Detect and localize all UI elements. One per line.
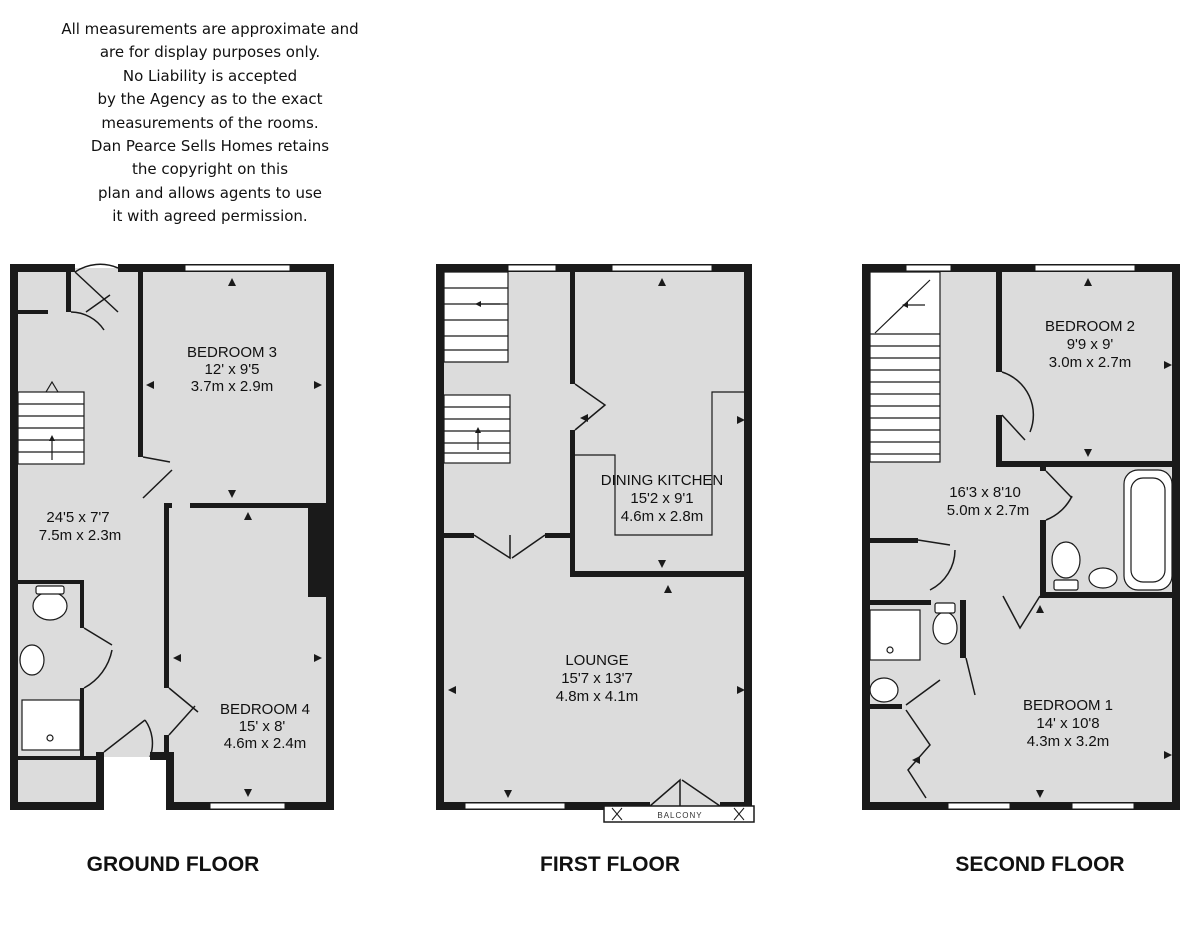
ground-stairs xyxy=(18,382,84,464)
disclaimer-line: the copyright on this xyxy=(131,160,289,179)
bedroom1-name: BEDROOM 1 xyxy=(1022,697,1114,714)
disclaimer-line: No Liability is accepted xyxy=(122,66,298,85)
bedroom2-name: BEDROOM 2 xyxy=(1044,318,1136,335)
disclaimer-line: measurements of the rooms. xyxy=(101,113,319,132)
second-floor-plan xyxy=(862,264,1180,810)
bedroom3-size-imperial: 12' x 9'5 xyxy=(204,361,260,378)
ground-floor-plan xyxy=(10,264,334,810)
bedroom4-name: BEDROOM 4 xyxy=(219,701,311,718)
window xyxy=(185,265,290,271)
dining-kitchen-size-imperial: 15'2 x 9'1 xyxy=(630,490,694,507)
disclaimer-line: plan and allows agents to use xyxy=(98,183,322,202)
disclaimer-line: by the Agency as to the exact xyxy=(97,90,323,109)
bedroom2-size-metric: 3.0m x 2.7m xyxy=(1048,354,1132,371)
basin-icon xyxy=(20,645,44,675)
disclaimer-line: are for display purposes only. xyxy=(99,43,321,62)
shower-icon xyxy=(22,700,80,750)
bedroom1-size-imperial: 14' x 10'8 xyxy=(1036,715,1100,732)
landing-size-imperial: 16'3 x 8'10 xyxy=(949,484,1021,501)
landing-size-metric: 5.0m x 2.7m xyxy=(946,502,1030,519)
shower-icon xyxy=(870,610,920,660)
lounge-size-metric: 4.8m x 4.1m xyxy=(555,688,639,705)
ground-floor-title: GROUND FLOOR xyxy=(86,853,260,876)
dining-kitchen-size-metric: 4.6m x 2.8m xyxy=(620,508,704,525)
lounge-size-imperial: 15'7 x 13'7 xyxy=(561,670,633,687)
window xyxy=(906,265,951,271)
basin-icon xyxy=(870,678,898,702)
hall-size-metric: 7.5m x 2.3m xyxy=(38,527,122,544)
dining-kitchen-name: DINING KITCHEN xyxy=(600,472,724,489)
window xyxy=(508,265,556,271)
bedroom3-name: BEDROOM 3 xyxy=(186,344,278,361)
toilet-icon xyxy=(1052,542,1080,578)
window xyxy=(1035,265,1135,271)
basin-icon xyxy=(1089,568,1117,588)
balcony-label: BALCONY xyxy=(657,811,703,820)
window xyxy=(1072,803,1134,809)
second-stairs xyxy=(870,272,940,462)
disclaimer-line: it with agreed permission. xyxy=(112,207,308,226)
window xyxy=(210,803,285,809)
balcony xyxy=(604,806,754,822)
lounge-name: LOUNGE xyxy=(565,652,629,669)
bedroom4-size-imperial: 15' x 8' xyxy=(238,718,286,735)
hall-size-imperial: 24'5 x 7'7 xyxy=(46,509,110,526)
window xyxy=(948,803,1010,809)
bedroom4-size-metric: 4.6m x 2.4m xyxy=(223,735,307,752)
bedroom1-size-metric: 4.3m x 3.2m xyxy=(1026,733,1110,750)
window xyxy=(612,265,712,271)
disclaimer-line: Dan Pearce Sells Homes retains xyxy=(90,137,330,156)
disclaimer-line: All measurements are approximate and xyxy=(61,20,359,38)
bedroom2-size-imperial: 9'9 x 9' xyxy=(1066,336,1114,353)
first-floor-plan xyxy=(436,264,754,822)
toilet-icon xyxy=(933,612,957,644)
first-floor-title: FIRST FLOOR xyxy=(540,853,680,876)
second-floor-title: SECOND FLOOR xyxy=(955,853,1125,876)
toilet-icon xyxy=(33,592,67,620)
window xyxy=(465,803,565,809)
bedroom3-size-metric: 3.7m x 2.9m xyxy=(190,378,274,395)
